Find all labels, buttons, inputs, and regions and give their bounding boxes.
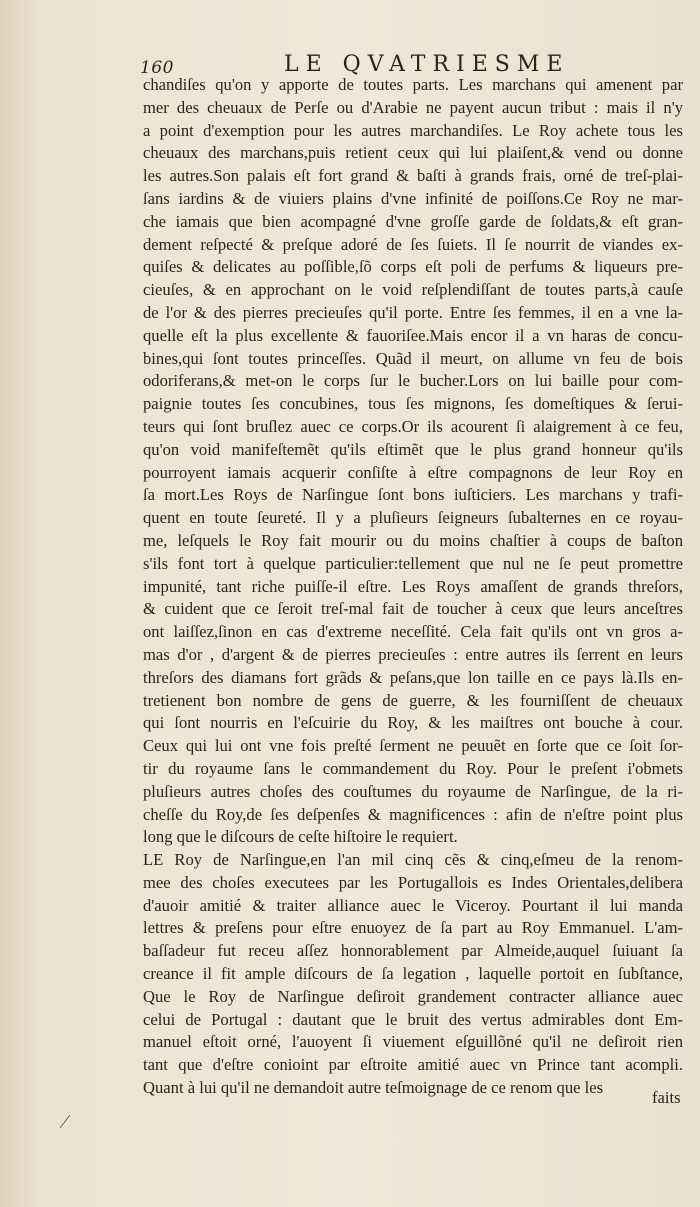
text-line: de l'or & des pierres precieuſes qu'il porte. Entre ſes femmes, il en a vne la- — [143, 302, 683, 322]
running-head: LE QVATRIESME — [284, 52, 570, 77]
text-line: paignie toutes ſes concubines, tous ſes mignons, ſes domeſtiques & ſerui- — [143, 394, 683, 414]
text-line: teurs qui ſont bruſlez auec ce corps.Or ils acourent ſi alaigrement à ce feu, — [143, 416, 683, 436]
text-line: d'auoir amitié & traiter alliance auec le Viceroy. Pourtant il lui manda — [143, 895, 683, 915]
text-line: cheuaux des marchans,puis retient ceux qui lui plaiſent,& vend ou donne — [143, 143, 683, 163]
text-line: qui ſont nourris en l'eſcuirie du Roy, & les maiſtres ont bouche à cour. — [143, 713, 683, 733]
text-line: a point d'exemption pour les autres marchandiſes. Le Roy achete tous les — [143, 120, 683, 140]
margin-pen-mark — [58, 1112, 72, 1130]
body-text — [143, 74, 683, 1100]
text-line: pourroyent iamais acquerir conſiſte à eſtre compagnons de leur Roy en — [143, 462, 683, 482]
text-line: LE Roy de Narſingue,en l'an mil cinq cẽs & cinq,eſmeu de la renom- — [143, 850, 683, 870]
text-line: manuel eſtoit orné, l'auoyent ſi viuement eſguillõné qu'il ne deſiroit rien — [143, 1032, 683, 1052]
text-line: & cuident que ce ſeroit treſ-mal fait de toucher à ceux que leurs anceſtres — [143, 599, 683, 619]
text-line: tretienent bon nombre de gens de guerre, & les fourniſſent de cheuaux — [143, 690, 683, 710]
text-line: ſa mort.Les Roys de Narſingue ſont bons iuſticiers. Les marchans y trafi- — [143, 485, 683, 505]
text-line: celui de Portugal : dautant que le bruit des vertus admirables dont Em- — [143, 1009, 683, 1029]
text-line: long que le diſcours de ceſte hiſtoire le requiert. — [143, 827, 458, 847]
text-line: quiſes & delicates au poſſible,ſõ corps eſt poli de perfums & liqueurs pre- — [143, 257, 683, 277]
text-line: les autres.Son palais eſt fort grand & baſti à grands frais, orné de treſ-plai- — [143, 166, 683, 186]
catchword: faits — [652, 1088, 681, 1107]
text-line: dement reſpecté & preſque adoré de ſes ſuiets. Il ſe nourrit de viandes ex- — [143, 234, 683, 254]
text-line: tir du royaume ſans le commandement du Roy. Pour le preſent i'obmets — [143, 758, 683, 778]
text-line: threſors des diamans fort grãds & peſans,que lon taille en ce pays là.Ils en- — [143, 667, 683, 687]
text-line: cieuſes, & en approchant on le void reſplendiſſant de toutes parts,à cauſe — [143, 280, 683, 300]
text-line: impunité, tant riche puiſſe-il eſtre. Les Roys amaſſent de grands threſors, — [143, 576, 683, 596]
text-line: qu'on void manifeſtemẽt qu'ils eſtimẽt que le plus grand honneur qu'ils — [143, 439, 683, 459]
text-line: me, leſquels le Roy fait mourir ou du moins chaſtier à coups de baſton — [143, 530, 683, 550]
text-line: che iamais que bien acompagné d'vne groſſe garde de ſoldats,& eſt gran- — [143, 211, 683, 231]
text-line: bines,qui ſont toutes princeſſes. Quãd il meurt, on allume vn feu de bois — [143, 348, 683, 368]
text-line: Que le Roy de Narſingue deſiroit grandement contracter alliance auec — [143, 986, 683, 1006]
text-line: quelle eſt la plus excellente & fauoriſee.Mais encor il a vn haras de concu- — [143, 325, 683, 345]
text-line: pluſieurs autres choſes des couſtumes du royaume de Narſingue, de la ri- — [143, 781, 683, 801]
text-line: baſſadeur fut receu aſſez honnorablement par Almeide,auquel ſuiuant ſa — [143, 941, 683, 961]
text-line: odoriferans,& met-on le corps ſur le bucher.Lors on lui baille pour com- — [143, 371, 683, 391]
text-line: creance il fit ample diſcours de ſa legation , laquelle portoit en ſubſtance, — [143, 964, 683, 984]
text-line: cheſſe du Roy,de ſes deſpenſes & magnificences : afin de n'eſtre point plus — [143, 804, 683, 824]
text-line: quent en toute ſeureté. Il y a pluſieurs ſeigneurs ſubalternes en ce royau- — [143, 508, 683, 528]
page-number: 160 — [140, 58, 174, 78]
text-line: Quant à lui qu'il ne demandoit autre teſmoignage de ce renom que les — [143, 1078, 604, 1098]
text-line: s'ils font tort à quelque particulier:tellement que nul ne ſe peut promettre — [143, 553, 683, 573]
text-line: mee des choſes executees par les Portugallois es Indes Orientales,delibera — [143, 872, 683, 892]
text-line: mer des cheuaux de Perſe ou d'Arabie ne payent aucun tribut : mais il n'y — [143, 97, 683, 117]
text-line: tant que d'eſtre conioint par eſtroite amitié auec vn Prince tant acompli. — [143, 1055, 683, 1075]
text-line: lettres & preſens pour eſtre enuoyez de ſa part au Roy Emmanuel. L'am- — [143, 918, 683, 938]
text-line: chandiſes qu'on y apporte de toutes parts. Les marchans qui amenent par — [143, 75, 683, 94]
text-line: ſans iardins & de viuiers plains d'vne infinité de poiſſons.Ce Roy ne mar- — [143, 188, 683, 208]
text-line: mas d'or , d'argent & de pierres precieuſes : entre autres ils ſerrent en leurs — [143, 644, 683, 664]
text-line: ont laiſſez,ſinon en cas d'extreme neceſſité. Cela fait qu'ils ont vn gros a- — [143, 622, 683, 642]
text-line: Ceux qui lui ont vne fois preſté ſerment ne peuuẽt en ſorte que ce ſoit ſor- — [143, 736, 683, 756]
